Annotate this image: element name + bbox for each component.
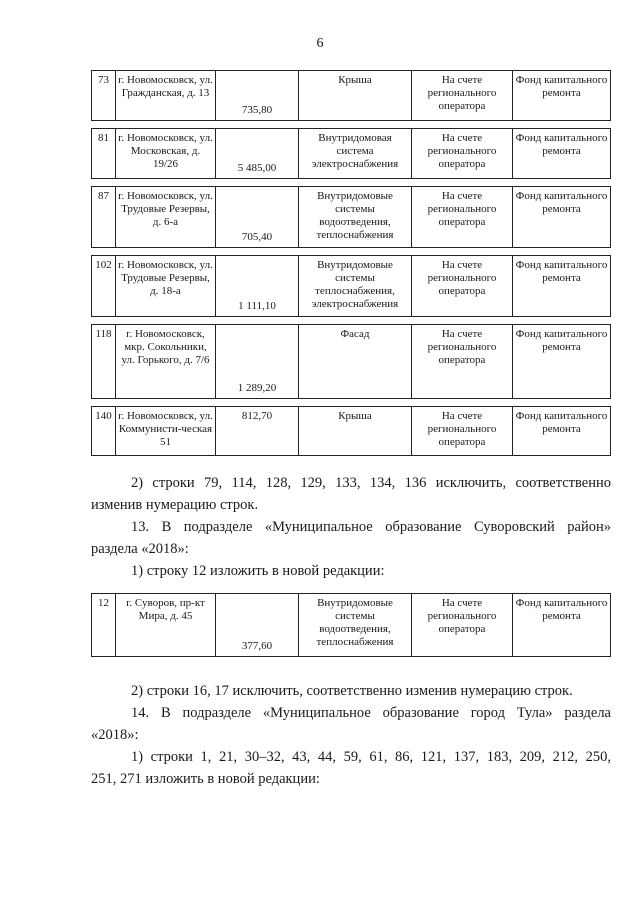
cost: 5 485,00: [216, 129, 299, 178]
table-row: [91, 186, 611, 248]
table-row: [91, 70, 611, 121]
table-row: [91, 255, 611, 317]
address: г. Новомосковск, ул. Гражданская, д. 13: [116, 71, 216, 120]
work-type: Внутридомовые системы теплоснабжения, электроснабжения: [299, 256, 412, 316]
fund: Фонд капитального ремонта: [515, 410, 608, 435]
account: На счете регионального оператора: [412, 129, 513, 178]
account: На счете регионального оператора: [412, 187, 513, 247]
fund: Фонд капитального ремонта: [515, 597, 608, 622]
work-type: Крыша: [299, 407, 412, 455]
table-row: [91, 593, 611, 657]
paragraph-suvorov-heading-line-1: 13. В подразделе «Муниципальное образование Суворовский район»: [131, 519, 611, 535]
paragraph-exclude-rows-line-2: изменив нумерацию строк.: [91, 497, 259, 513]
work-type: Внутридомовые системы водоотведения, теплоснабжения: [299, 187, 412, 247]
row-number: 140: [92, 407, 116, 455]
table-row: [91, 128, 611, 179]
cost: 1 111,10: [216, 256, 299, 316]
table-row: [91, 406, 611, 456]
table-1: [91, 70, 611, 463]
paragraph-row-12-new-edition: 1) строку 12 изложить в новой редакции:: [131, 563, 385, 579]
work-type: Внутридомовые системы водоотведения, теплоснабжения: [299, 594, 412, 656]
paragraph-exclude-rows-line-1: 2) строки 79, 114, 128, 129, 133, 134, 136 исключить, соответственно: [131, 475, 611, 491]
cost: 812,70: [216, 407, 299, 455]
table-row: [91, 324, 611, 399]
paragraph-suvorov-heading-line-2: раздела «2018»:: [91, 541, 189, 557]
account: На счете регионального оператора: [412, 325, 513, 398]
account: На счете регионального оператора: [412, 256, 513, 316]
work-type: Крыша: [299, 71, 412, 120]
row-number: 81: [92, 129, 116, 178]
work-type: Фасад: [299, 325, 412, 398]
fund: Фонд капитального ремонта: [515, 132, 608, 157]
paragraph-tula-rows-line-1: 1) строки 1, 21, 30–32, 43, 44, 59, 61, 86, 121, 137, 183, 209, 212, 250,: [131, 749, 611, 765]
address: г. Новомосковск, ул. Московская, д. 19/26: [116, 129, 216, 178]
paragraph-exclude-16-17: 2) строки 16, 17 исключить, соответственно изменив нумерацию строк.: [131, 683, 573, 699]
paragraph-tula-rows-line-2: 251, 271 изложить в новой редакции:: [91, 771, 320, 787]
cost: 735,80: [216, 71, 299, 120]
account: На счете регионального оператора: [412, 71, 513, 120]
account: На счете регионального оператора: [412, 594, 513, 656]
address: г. Новомосковск, ул. Трудовые Резервы, д. 18-а: [116, 256, 216, 316]
paragraph-tula-heading-line-1: 14. В подразделе «Муниципальное образование город Тула» раздела: [131, 705, 611, 721]
address: г. Новомосковск, мкр. Сокольники, ул. Горького, д. 7/6: [116, 325, 216, 398]
address: г. Суворов, пр-кт Мира, д. 45: [116, 594, 216, 656]
address: г. Новомосковск, ул. Трудовые Резервы, д. 6-а: [116, 187, 216, 247]
row-number: 87: [92, 187, 116, 247]
table-2: [91, 593, 611, 664]
work-type: Внутридомовая система электроснабжения: [299, 129, 412, 178]
cost: 1 289,20: [216, 325, 299, 398]
row-number: 118: [92, 325, 116, 398]
address: г. Новомосковск, ул. Коммунисти-ческая 51: [116, 407, 216, 455]
row-number: 12: [92, 594, 116, 656]
row-number: 102: [92, 256, 116, 316]
account: На счете регионального оператора: [412, 407, 513, 455]
paragraph-tula-heading-line-2: «2018»:: [91, 727, 139, 743]
fund: Фонд капитального ремонта: [515, 328, 608, 353]
row-number: 73: [92, 71, 116, 120]
fund: Фонд капитального ремонта: [515, 190, 608, 215]
fund: Фонд капитального ремонта: [515, 74, 608, 99]
fund: Фонд капитального ремонта: [515, 259, 608, 284]
cost: 705,40: [216, 187, 299, 247]
cost: 377,60: [216, 594, 299, 656]
page-number: 6: [316, 36, 324, 51]
